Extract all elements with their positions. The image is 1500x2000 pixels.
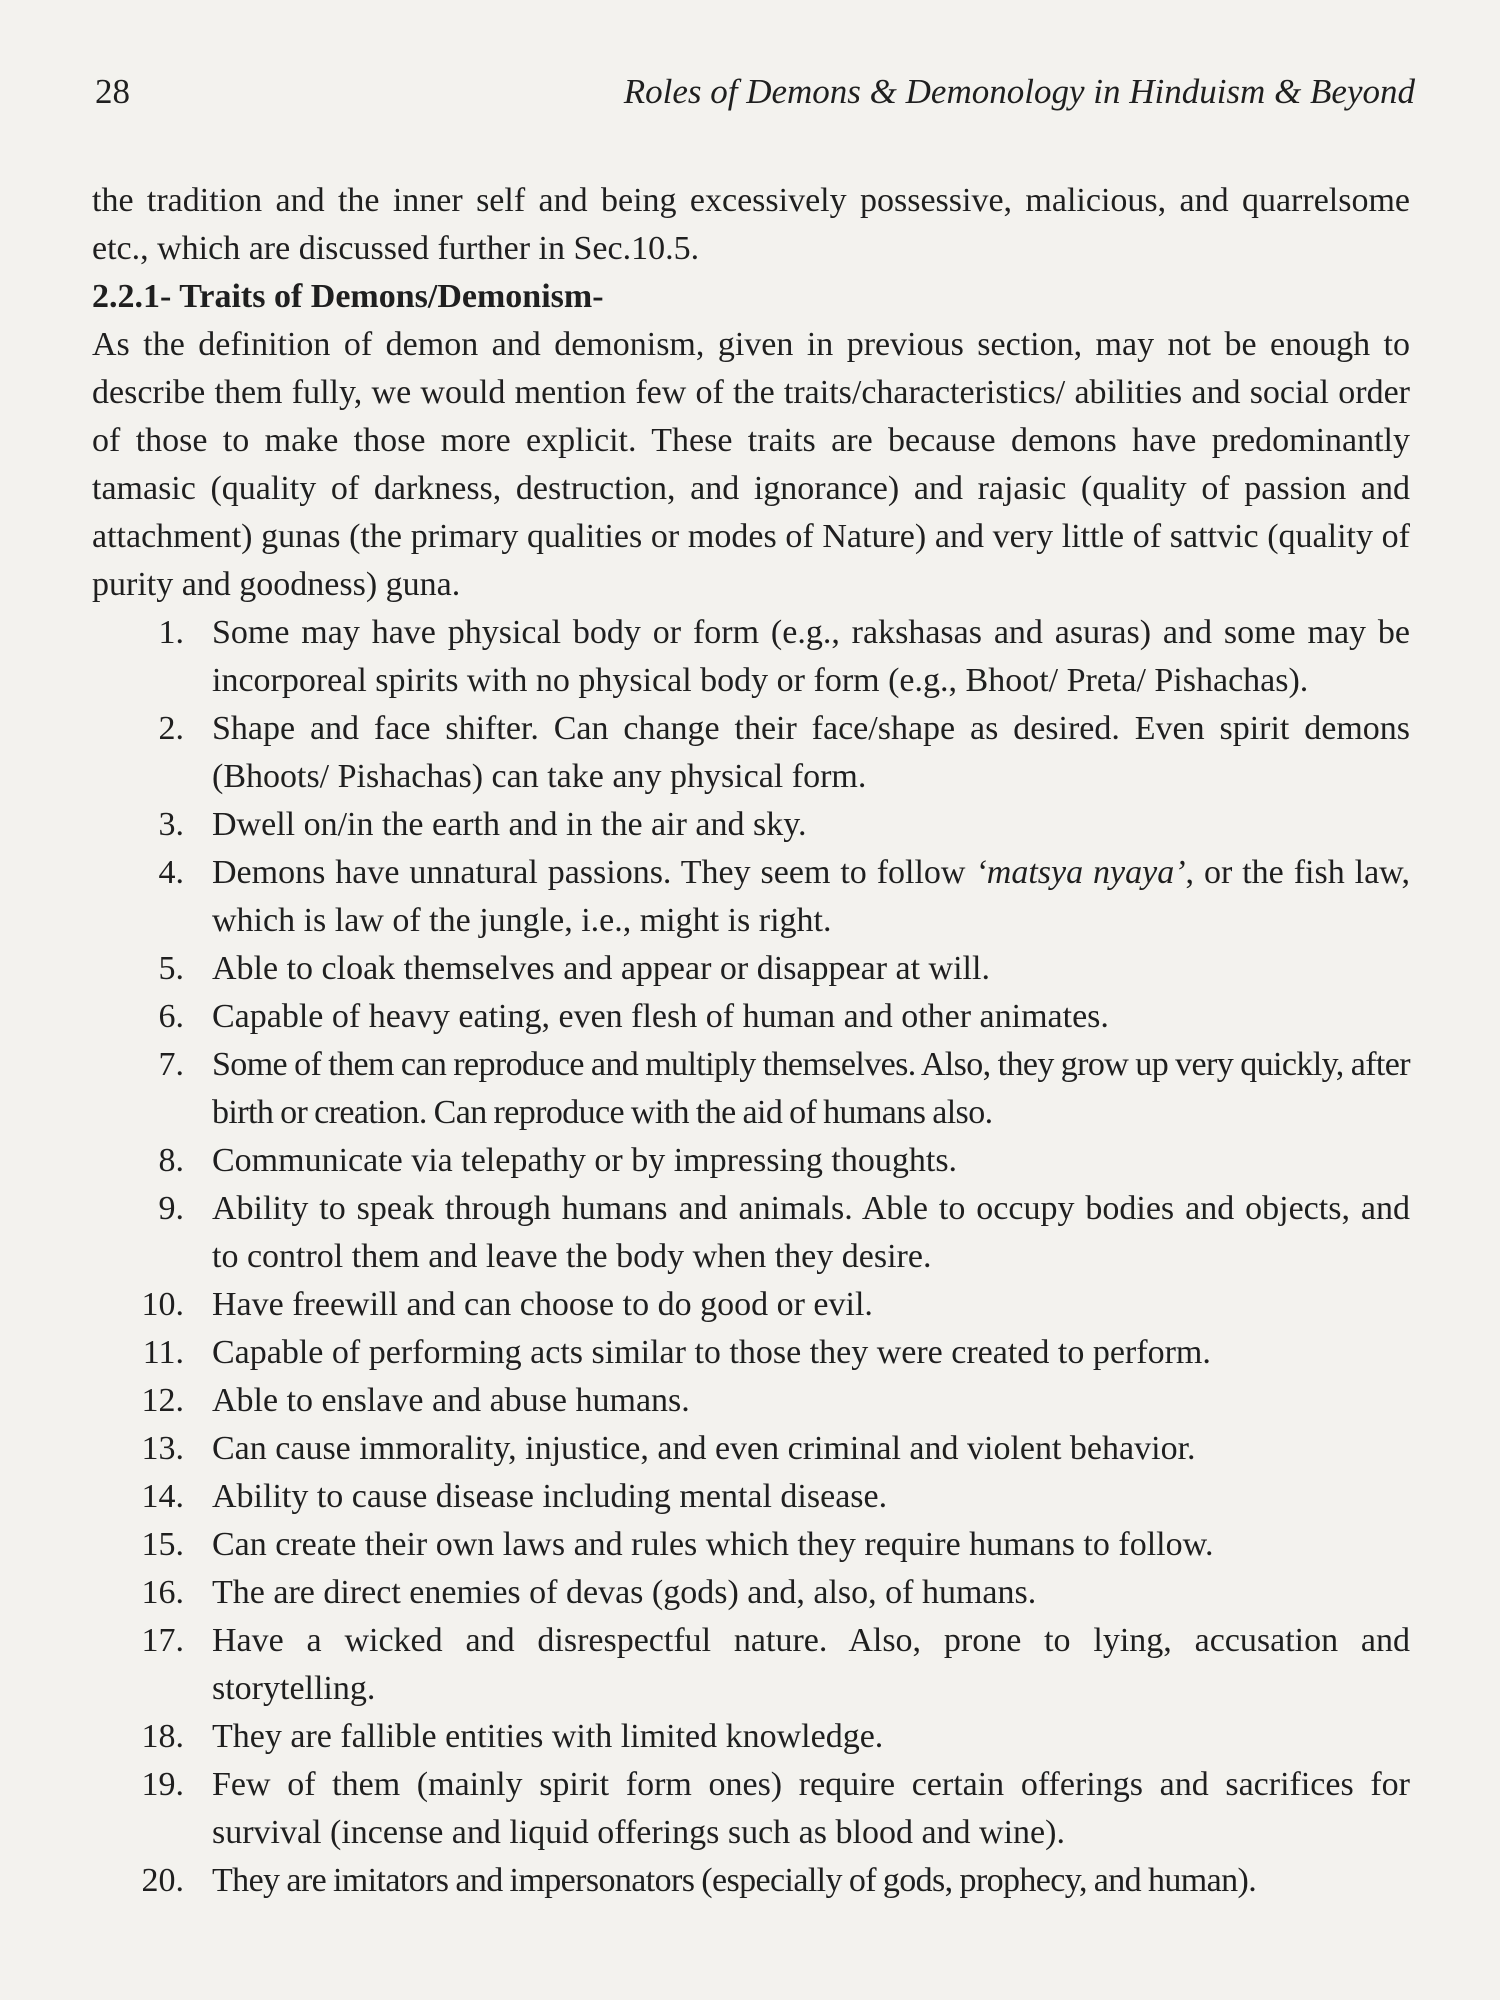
item-text: Dwell on/in the earth and in the air and sky. <box>212 806 807 843</box>
page-number: 28 <box>95 72 130 111</box>
list-item <box>92 1329 1410 1377</box>
list-item <box>92 1521 1410 1569</box>
item-text: Can cause immorality, injustice, and even criminal and violent behavior. <box>212 1430 1196 1467</box>
list-item <box>92 1137 1410 1185</box>
item-text: Ability to cause disease including mental disease. <box>212 1478 888 1515</box>
item-number: 15. <box>141 1526 184 1563</box>
item-number: 10. <box>141 1286 184 1323</box>
list-item <box>92 1281 1410 1329</box>
list-item <box>92 1617 1410 1713</box>
item-text: Ability to speak through humans and animals. Able to occupy bodies and objects, and to control them and leave the body when they desire. <box>212 1190 1410 1275</box>
item-number: 6. <box>158 998 184 1035</box>
list-item <box>92 1185 1410 1281</box>
item-text: Communicate via telepathy or by impressing thoughts. <box>212 1142 958 1179</box>
item-text: They are fallible entities with limited knowledge. <box>212 1718 884 1755</box>
item-text: Some may have physical body or form (e.g., rakshasas and asuras) and some may be incorporeal spirits with no physical body or form (e.g., Bhoot/ Preta/ Pishachas). <box>212 614 1410 699</box>
item-text: Able to cloak themselves and appear or disappear at will. <box>212 950 990 987</box>
item-text: They are imitators and impersonators (especially of gods, prophecy, and human). <box>212 1862 1257 1899</box>
item-number: 16. <box>141 1574 184 1611</box>
list-item <box>92 849 1410 945</box>
item-text: The are direct enemies of devas (gods) and, also, of humans. <box>212 1574 1037 1611</box>
item-text: Have freewill and can choose to do good or evil. <box>212 1286 873 1323</box>
traits-list <box>92 609 1410 1905</box>
page-content <box>92 177 1410 1905</box>
item-number: 17. <box>141 1622 184 1659</box>
item-number: 5. <box>158 950 184 987</box>
item-number: 12. <box>141 1382 184 1419</box>
running-header <box>95 72 1415 112</box>
item-text: Capable of heavy eating, even flesh of human and other animates. <box>212 998 1109 1035</box>
item-text-start: Demons have unnatural passions. They seem to follow <box>212 854 976 891</box>
intro-paragraph: the tradition and the inner self and being excessively possessive, malicious, and quarrelsome etc., which are discussed further in Sec.10.5. <box>92 182 1410 267</box>
item-text-end: , or the fish law, which is law of the jungle, i.e., might is right. <box>212 854 1411 939</box>
item-number: 3. <box>158 806 184 843</box>
item-number: 19. <box>141 1766 184 1803</box>
item-number: 13. <box>141 1430 184 1467</box>
list-item <box>92 1473 1410 1521</box>
item-number: 8. <box>158 1142 184 1179</box>
list-item <box>92 993 1410 1041</box>
section-body: As the definition of demon and demonism, given in previous section, may not be enough to describe them fully, we would mention few of the traits/characteristics/ abilities and social order of those to make those more explicit. These traits are because demons have predominantly tamasic (quality of darkness, destruction, and ignorance) and rajasic (quality of passion and attachment) gunas (the primary qualities or modes of Nature) and very little of sattvic (quality of purity and goodness) guna. <box>92 326 1410 603</box>
list-item <box>92 945 1410 993</box>
item-number: 18. <box>141 1718 184 1755</box>
list-item <box>92 609 1410 705</box>
item-text: Have a wicked and disrespectful nature. Also, prone to lying, accusation and storytelling. <box>212 1622 1410 1707</box>
running-title: Roles of Demons & Demonology in Hinduism & Beyond <box>623 72 1415 111</box>
list-item <box>92 1761 1410 1857</box>
list-item <box>92 1713 1410 1761</box>
italic-term: ‘matsya nyaya’ <box>975 854 1186 891</box>
list-item <box>92 1041 1410 1137</box>
item-text: Shape and face shifter. Can change their face/shape as desired. Even spirit demons (Bhoots/ Pishachas) can take any physical form. <box>212 710 1410 795</box>
list-item <box>92 1569 1410 1617</box>
item-text: Can create their own laws and rules which they require humans to follow. <box>212 1526 1214 1563</box>
item-number: 20. <box>141 1862 184 1899</box>
item-number: 9. <box>158 1190 184 1227</box>
item-text <box>212 849 1410 945</box>
item-text: Few of them (mainly spirit form ones) require certain offerings and sacrifices for survival (incense and liquid offerings such as blood and wine). <box>212 1766 1410 1851</box>
list-item <box>92 1425 1410 1473</box>
item-number: 7. <box>158 1046 184 1083</box>
list-item <box>92 705 1410 801</box>
list-item <box>92 801 1410 849</box>
item-number: 4. <box>158 854 184 891</box>
list-item <box>92 1857 1410 1905</box>
section-heading: 2.2.1- Traits of Demons/Demonism- <box>92 278 604 315</box>
item-number: 14. <box>141 1478 184 1515</box>
item-text: Capable of performing acts similar to those they were created to perform. <box>212 1334 1211 1371</box>
item-number: 11. <box>142 1334 184 1371</box>
list-item <box>92 1377 1410 1425</box>
item-number: 1. <box>158 614 184 651</box>
item-number: 2. <box>158 710 184 747</box>
item-text: Some of them can reproduce and multiply themselves. Also, they grow up very quickly, after birth or creation. Can reproduce with the aid of humans also. <box>212 1046 1410 1131</box>
item-text: Able to enslave and abuse humans. <box>212 1382 690 1419</box>
